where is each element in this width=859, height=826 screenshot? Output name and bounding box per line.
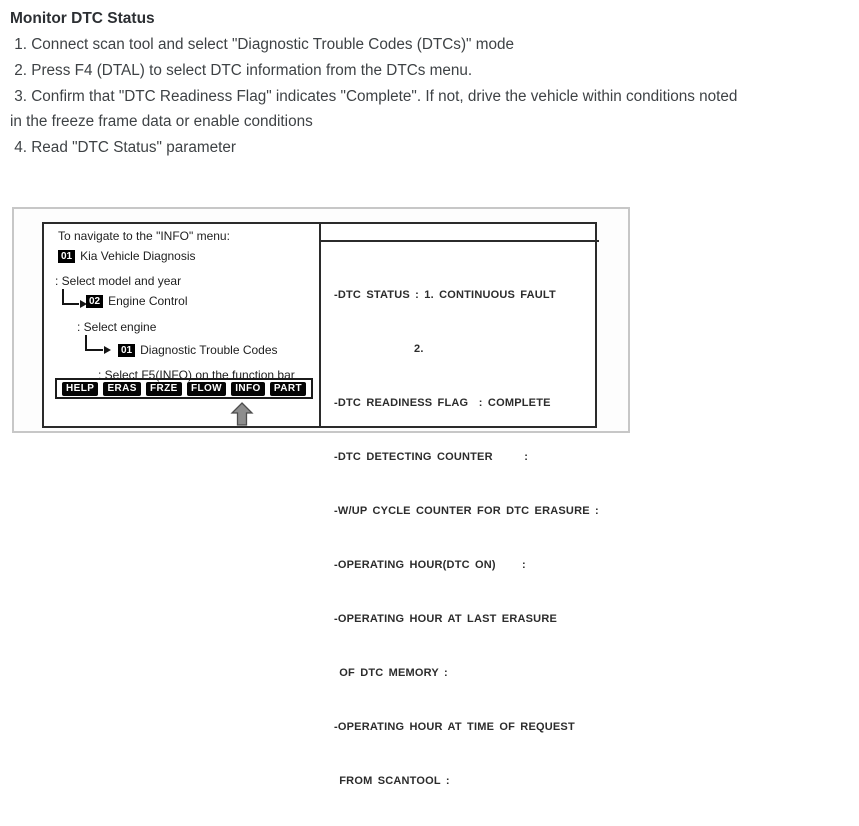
scan-tool-screen xyxy=(42,222,599,787)
step-4: 4. Read "DTC Status" parameter xyxy=(10,139,236,157)
status-panel xyxy=(321,224,599,787)
menu-number-badge: 01 xyxy=(58,250,75,263)
status-line-operating-hour-last-erasure: -OPERATING HOUR AT LAST ERASURE xyxy=(334,613,557,625)
frze-key-button[interactable]: FRZE xyxy=(146,382,182,396)
figure-frame xyxy=(12,207,630,787)
menu-number-badge: 01 xyxy=(118,344,135,357)
nav-panel xyxy=(44,224,321,426)
part-key-button[interactable]: PART xyxy=(270,382,306,396)
status-line-detecting-counter: -DTC DETECTING COUNTER : xyxy=(334,451,529,463)
page-title: Monitor DTC Status xyxy=(10,10,155,27)
status-line-dtc-status: -DTC STATUS : 1. CONTINUOUS FAULT xyxy=(334,289,556,301)
elbow-arrow-icon xyxy=(62,289,79,305)
nav-note-select-f5: : Select F5(INFO) on the function bar xyxy=(98,368,295,382)
help-key-button[interactable]: HELP xyxy=(62,382,98,396)
step-1: 1. Connect scan tool and select "Diagnostic Trouble Codes (DTCs)" mode xyxy=(10,36,514,53)
menu-number-badge: 02 xyxy=(86,295,103,308)
step-2: 2. Press F4 (DTAL) to select DTC information from the DTCs menu. xyxy=(10,61,473,79)
nav-item-kia-vehicle-diagnosis xyxy=(58,249,196,263)
nav-item-diagnostic-trouble-codes xyxy=(118,343,278,357)
status-line-from-scantool: FROM SCANTOOL : xyxy=(334,775,450,787)
up-arrow-icon xyxy=(231,402,253,426)
function-bar xyxy=(55,378,313,399)
status-readout xyxy=(321,242,599,826)
nav-item-engine-control xyxy=(86,294,188,308)
status-line-operating-hour-dtc-on: -OPERATING HOUR(DTC ON) : xyxy=(334,559,526,571)
nav-note-model-year: : Select model and year xyxy=(55,274,182,288)
nav-item-label: Engine Control xyxy=(108,294,188,308)
nav-item-label: Kia Vehicle Diagnosis xyxy=(80,249,196,263)
status-line-wup-cycle-counter: -W/UP CYCLE COUNTER FOR DTC ERASURE : xyxy=(334,505,599,517)
eras-key-button[interactable]: ERAS xyxy=(103,382,140,396)
nav-intro: To navigate to the "INFO" menu: xyxy=(58,229,230,243)
step-3-wrap: in the freeze frame data or enable conditions xyxy=(10,113,313,131)
step-3: 3. Confirm that "DTC Readiness Flag" indicates "Complete". If not, drive the vehicle within conditions noted xyxy=(10,87,738,105)
status-line-operating-hour-request: -OPERATING HOUR AT TIME OF REQUEST xyxy=(334,721,575,733)
nav-note-select-engine: : Select engine xyxy=(77,320,157,334)
elbow-arrow-icon xyxy=(85,335,103,351)
screen-header-strip xyxy=(321,224,599,242)
nav-item-label: Diagnostic Trouble Codes xyxy=(140,343,278,357)
status-line-readiness-flag: -DTC READINESS FLAG : COMPLETE xyxy=(334,397,551,409)
instructions-block xyxy=(10,6,855,161)
flow-key-button[interactable]: FLOW xyxy=(187,382,226,396)
status-line-of-dtc-memory: OF DTC MEMORY : xyxy=(334,667,448,679)
status-line-dtc-status-2: 2. xyxy=(414,343,424,355)
info-key-button[interactable]: INFO xyxy=(231,382,265,396)
